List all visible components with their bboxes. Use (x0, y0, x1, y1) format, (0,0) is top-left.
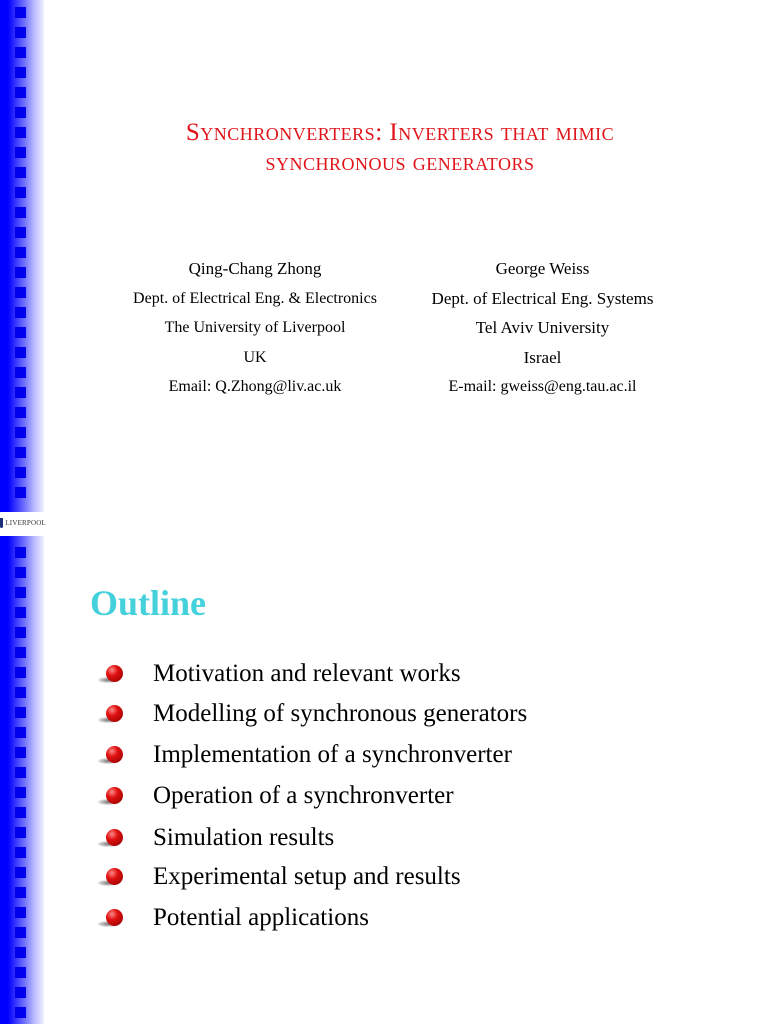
author-name: Qing-Chang Zhong (188, 259, 322, 278)
title-line-1: Synchronverters: Inverters that mimic (185, 119, 615, 146)
author-block-1 (115, 254, 395, 402)
strip-square (15, 187, 26, 198)
strip-square (15, 387, 26, 398)
strip-square (15, 447, 26, 458)
strip-square (15, 627, 26, 638)
strip-square (15, 487, 26, 498)
outline-heading: Outline (90, 583, 207, 623)
list-item (98, 741, 512, 769)
list-item (98, 660, 461, 688)
strip-square (15, 267, 26, 278)
author-block-2 (410, 254, 675, 402)
shield-icon (0, 518, 3, 528)
strip-square (15, 247, 26, 258)
list-item-text: Simulation results (153, 824, 335, 851)
author-country: Israel (523, 347, 562, 367)
bullet-ball-icon (98, 827, 124, 849)
list-item (98, 904, 369, 932)
strip-square (15, 327, 26, 338)
strip-square (15, 547, 26, 558)
strip-square (15, 947, 26, 958)
strip-square (15, 787, 26, 798)
strip-square (15, 67, 26, 78)
strip-square (15, 607, 26, 618)
left-decor-strip-top (0, 0, 44, 512)
list-item-text: Operation of a synchronverter (153, 782, 454, 809)
university-logo (0, 515, 46, 531)
author-dept: Dept. of Electrical Eng. Systems (431, 288, 654, 308)
strip-square (15, 127, 26, 138)
strip-square (15, 827, 26, 838)
list-item (98, 700, 527, 728)
strip-square (15, 927, 26, 938)
strip-square (15, 467, 26, 478)
strip-square (15, 107, 26, 118)
strip-square (15, 287, 26, 298)
bullet-ball-icon (98, 785, 124, 807)
bullet-ball-icon (98, 907, 124, 929)
author-email: Email: Q.Zhong@liv.ac.uk (168, 378, 342, 395)
strip-square (15, 567, 26, 578)
strip-square (15, 867, 26, 878)
strip-square (15, 707, 26, 718)
strip-square (15, 147, 26, 158)
strip-square (15, 7, 26, 18)
strip-square (15, 667, 26, 678)
strip-square (15, 347, 26, 358)
strip-square (15, 307, 26, 318)
strip-square (15, 427, 26, 438)
list-item (98, 863, 461, 891)
author-name: George Weiss (495, 259, 590, 278)
author-country: UK (243, 348, 267, 366)
strip-square (15, 367, 26, 378)
list-item-text: Experimental setup and results (153, 863, 461, 890)
strip-square (15, 407, 26, 418)
list-item-text: Modelling of synchronous generators (153, 700, 528, 727)
strip-square (15, 767, 26, 778)
list-item-text: Motivation and relevant works (153, 660, 461, 687)
strip-square (15, 967, 26, 978)
strip-square (15, 647, 26, 658)
bullet-ball-icon (98, 866, 124, 888)
bullet-ball-icon (98, 744, 124, 766)
logo-text: LIVERPOOL (5, 518, 46, 527)
bullet-ball-icon (98, 663, 124, 685)
title-line-2: synchronous generators (265, 149, 535, 176)
strip-square (15, 1007, 26, 1018)
strip-square (15, 747, 26, 758)
bullet-ball-icon (98, 703, 124, 725)
strip-square (15, 887, 26, 898)
strip-square (15, 907, 26, 918)
strip-square (15, 987, 26, 998)
strip-square (15, 807, 26, 818)
list-item-text: Implementation of a synchronverter (153, 741, 512, 768)
strip-square (15, 687, 26, 698)
author-university: The University of Liverpool (164, 319, 346, 336)
author-university: Tel Aviv University (475, 318, 610, 337)
slide-title (100, 118, 700, 178)
author-dept: Dept. of Electrical Eng. & Electronics (133, 289, 377, 307)
strip-square (15, 27, 26, 38)
strip-square (15, 847, 26, 858)
list-item-text: Potential applications (153, 904, 369, 931)
strip-square (15, 727, 26, 738)
left-decor-strip-bottom (0, 536, 44, 1024)
strip-square (15, 587, 26, 598)
strip-square (15, 207, 26, 218)
author-email: E-mail: gweiss@eng.tau.ac.il (448, 378, 637, 395)
strip-square (15, 167, 26, 178)
strip-square (15, 87, 26, 98)
strip-square (15, 47, 26, 58)
list-item (98, 782, 454, 810)
list-item (98, 824, 334, 852)
strip-square (15, 227, 26, 238)
